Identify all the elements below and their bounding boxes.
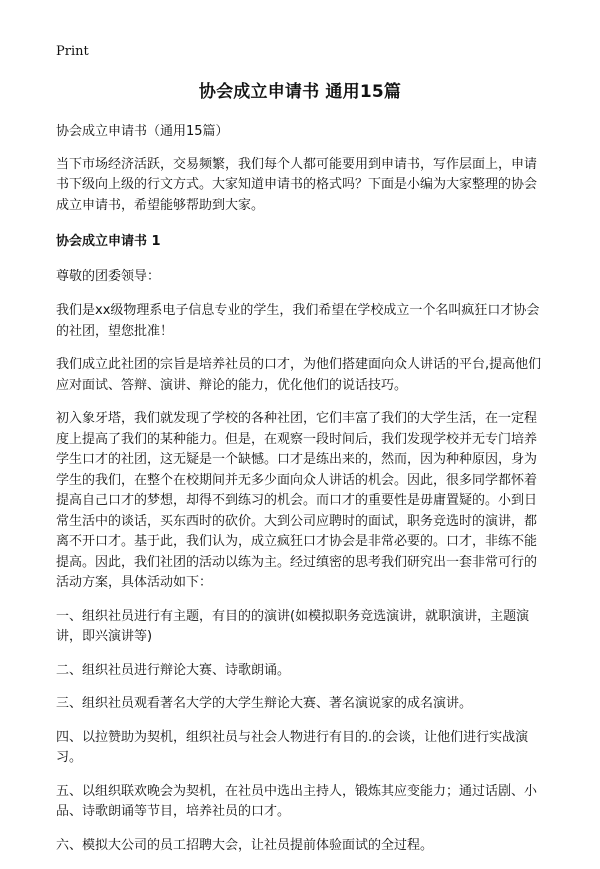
- body-paragraph: 我们成立此社团的宗旨是培养社员的口才，为他们搭建面向众人讲话的平台,提高他们应对面试、答辩、演讲、辩论的能力，优化他们的说话技巧。: [56, 357, 542, 393]
- page-title: 协会成立申请书 通用15篇: [198, 82, 402, 102]
- list-item: 四、以拉赞助为契机，组织社员与社会人物进行有目的.的会谈，让他们进行实战演习。: [56, 729, 529, 765]
- list-item: 二、组织社员进行辩论大赛、诗歌朗诵。: [56, 662, 291, 678]
- body-paragraph: 初入象牙塔，我们就发现了学校的各种社团，它们丰富了我们的大学生活，在一定程度上提高了我们的某种能力。但是，在观察一段时间后，我们发现学校并无专门培养学生口才的社团，这无疑是一个缺憾。口才是练出来的，然而，因为种种原因，身为学生的我们，在整个在校期间并无多少面向众人讲话的机会。因此，很多同学都怀着提高自己口才的梦想，却得不到练习的机会。而口才的重要性是毋庸置疑的。小到日常生活中的谈话，买东西时的砍价。大到公司应聘时的面试，职务竞选时的演讲，都离不开口才。基于此，我们认为，成立疯狂口才协会是非常必要的。口才，非练不能提高。因此，我们社团的活动以练为主。经过缜密的思考我们研究出一套非常可行的活动方案，具体活动如下：: [56, 411, 538, 590]
- salutation: 尊敬的团委领导：: [56, 268, 161, 284]
- section-heading: 协会成立申请书 1: [56, 234, 161, 249]
- body-paragraph: 我们是xx级物理系电子信息专业的学生，我们希望在学校成立一个名叫疯狂口才协会的社团，望您批准！: [56, 303, 540, 339]
- list-item: 三、组织社员观看著名大学的大学生辩论大赛、著名演说家的成名演讲。: [56, 696, 473, 711]
- intro-paragraph: 当下市场经济活跃，交易频繁，我们每个人都可能要用到申请书，写作层面上，申请书下级向上级的行文方式。大家知道申请书的格式吗？下面是小编为大家整理的协会成立申请书，希望能够帮助到大家。: [56, 156, 538, 213]
- list-item: 六、模拟大公司的员工招聘大会，让社员提前体验面试的全过程。: [56, 837, 434, 853]
- list-item: 五、以组织联欢晚会为契机，在社员中选出主持人，锻炼其应变能力；通过话剧、小品、诗歌朗诵等节目，培养社员的口才。: [56, 783, 538, 819]
- subtitle-line: 协会成立申请书（通用15篇）: [56, 124, 229, 139]
- document-body: [56, 122, 545, 869]
- list-item: 一、组织社员进行有主题，有目的的演讲(如模拟职务竞选演讲，就职演讲，主题演讲，即兴演讲等): [56, 608, 530, 644]
- print-link[interactable]: Print: [56, 44, 89, 59]
